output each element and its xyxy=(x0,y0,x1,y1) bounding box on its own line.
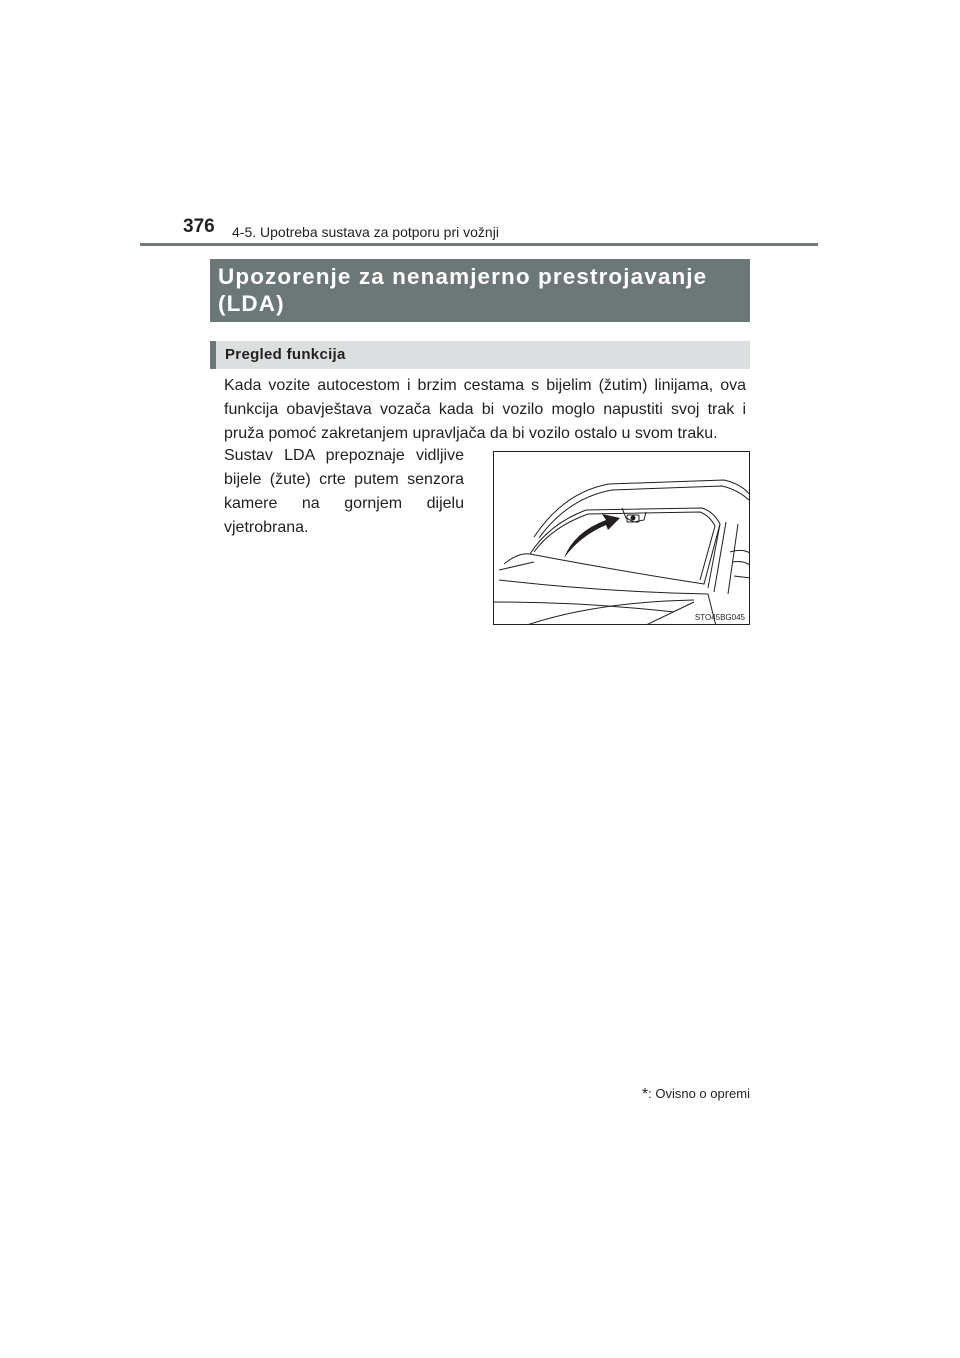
subsection-title: Pregled funkcija xyxy=(225,346,346,363)
section-banner xyxy=(210,259,750,322)
windshield-camera-illustration xyxy=(493,451,750,625)
asterisk-icon: * xyxy=(641,1086,649,1103)
intro-paragraph: Kada vozite autocestom i brzim cestama s bijelim (žutim) linijama, ova funkcija obavještava vozača kada bi vozilo moglo napustiti svoj trak i pruža pomoć zakretanjem upravljača da bi vozilo ostalo u svom traku. xyxy=(224,377,746,442)
footnote xyxy=(642,1086,750,1104)
subsection-banner xyxy=(210,341,750,369)
chapter-title: 4-5. Upotreba sustava za potporu pri vožnji xyxy=(232,224,499,240)
section-title-line1: Upozorenje za nenamjerno prestrojavanje xyxy=(218,264,708,289)
header-rule xyxy=(140,243,818,246)
page-number: 376 xyxy=(183,216,215,237)
section-title-line2: (LDA) xyxy=(218,291,285,316)
footnote-text: : Ovisno o opremi xyxy=(648,1086,750,1101)
figure-code: STO45BG045 xyxy=(694,613,745,622)
section-title xyxy=(218,263,742,317)
windshield-drawing xyxy=(494,452,750,625)
subsection-bar xyxy=(210,341,216,369)
lda-sensor-paragraph: Sustav LDA prepoznaje vidljive bijele (žute) crte putem senzora kamere na gornjem dijelu vjetrobrana. xyxy=(224,447,464,536)
